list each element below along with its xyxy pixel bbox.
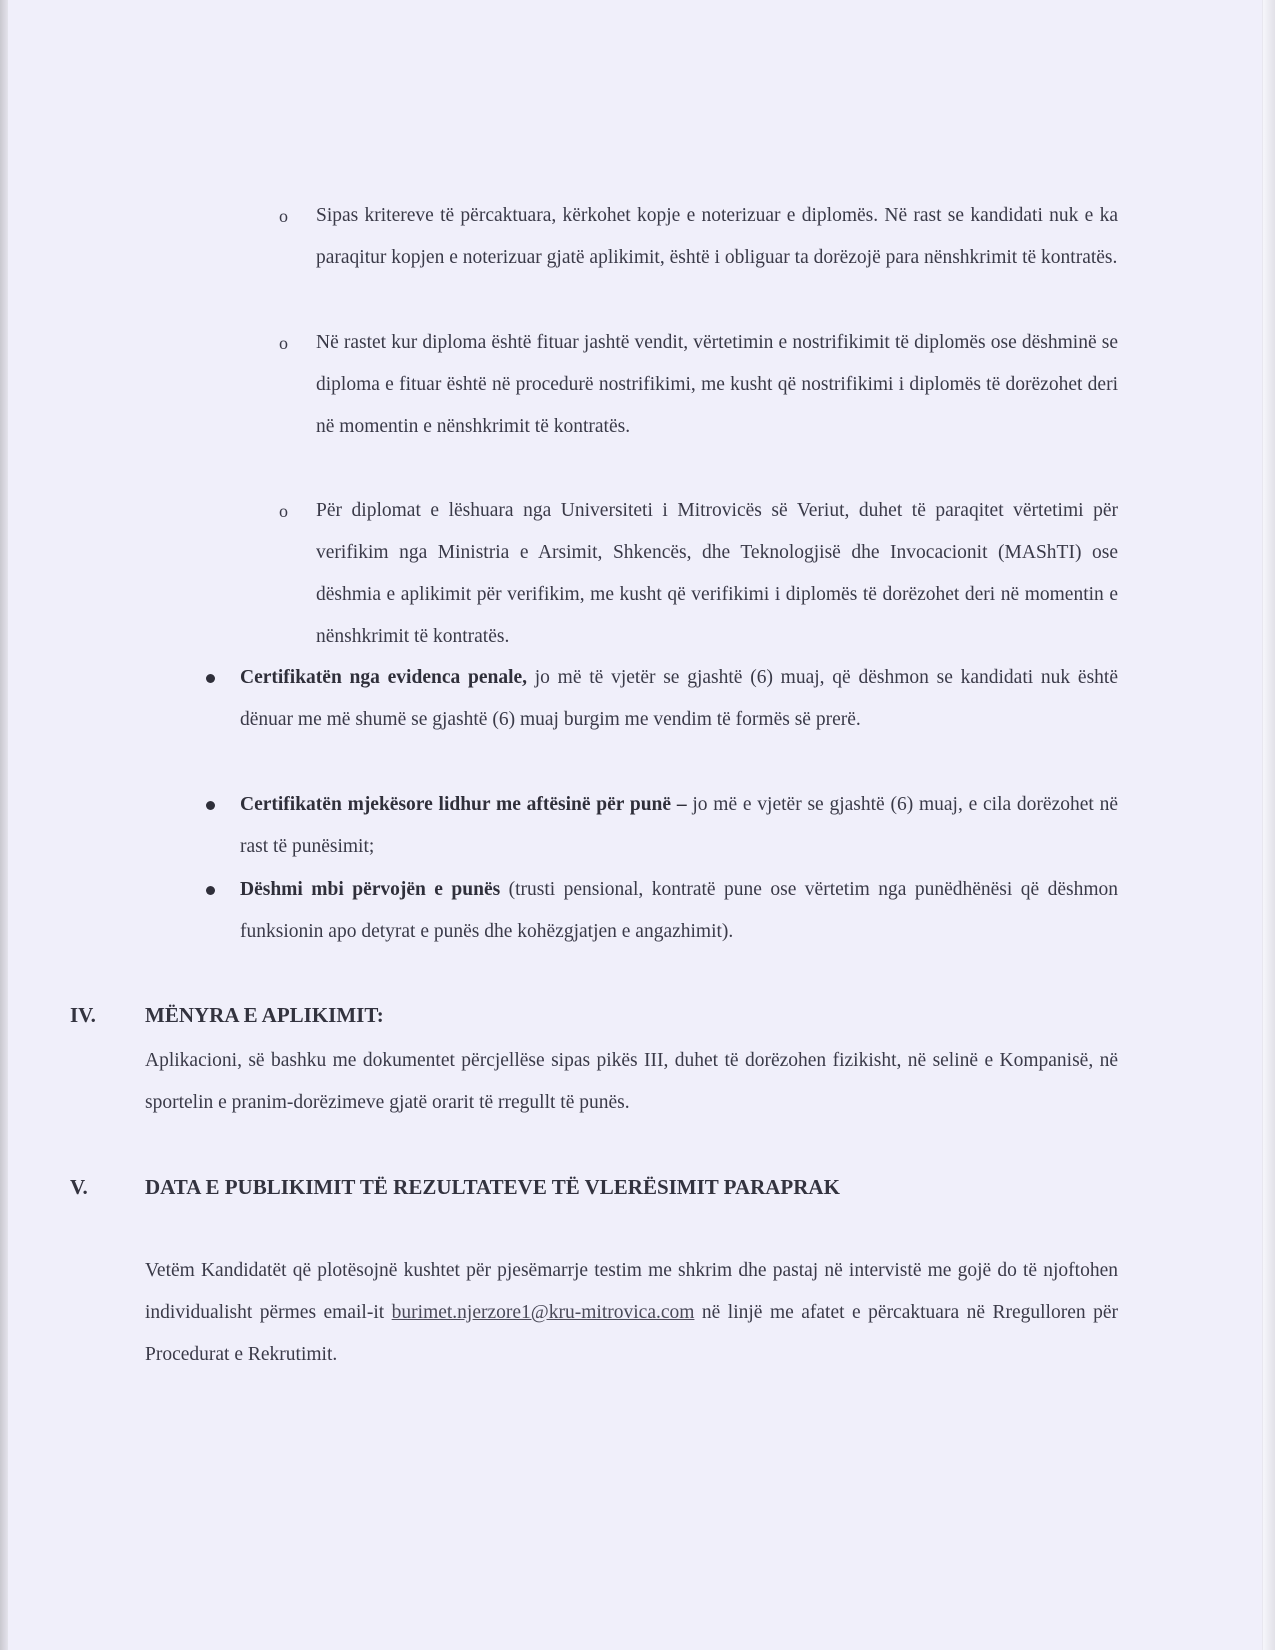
section-v-title: DATA E PUBLIKIMIT TË REZULTATEVE TË VLERËSIMIT PARAPRAK	[145, 1175, 840, 1199]
bullet-item-title: Dëshmi mbi përvojën e punës	[240, 879, 501, 900]
bullet-item-title: Certifikatën nga evidenca penale,	[240, 667, 528, 688]
section-v-number: V.	[70, 1175, 88, 1199]
sub-list-item	[279, 490, 1118, 658]
section-iv-number: IV.	[70, 1003, 96, 1027]
bullet-icon	[206, 801, 215, 810]
sub-list-item	[279, 322, 1118, 448]
section-iv-title: MËNYRA E APLIKIMIT:	[145, 1003, 384, 1027]
sub-list-item-text: Sipas kritereve të përcaktuara, kërkohet kopje e noterizuar e diplomës. Në rast se kandidati nuk e ka paraqitur kopjen e noterizuar gjatë aplikimit, është i obliguar ta dorëzojë para nënshkrimit të kontratës.	[316, 205, 1118, 268]
section-v-body-text: Vetëm Kandidatët që plotësojnë kushtet për pjesëmarrje testim me shkrim dhe pastaj në intervistë me gojë do të njoftohen individualisht përmes email-it	[145, 1260, 1118, 1323]
bullet-item-title: Certifikatën mjekësore lidhur me aftësinë për punë –	[240, 794, 687, 815]
bullet-icon	[206, 674, 215, 683]
circle-bullet-icon: o	[279, 206, 288, 226]
bullet-list-item	[240, 784, 1118, 868]
bullet-list-item	[240, 657, 1118, 741]
section-iv-body: Aplikacioni, së bashku me dokumentet përcjellëse sipas pikës III, duhet të dorëzohen fizikisht, në selinë e Kompanisë, në sportelin e pranim-dorëzimeve gjatë orarit të rregullt të punës.	[145, 1050, 1118, 1113]
email-link[interactable]: burimet.njerzore1@kru-mitrovica.com	[391, 1302, 695, 1323]
sub-list-item-text: Në rastet kur diploma është fituar jashtë vendit, vërtetimin e nostrifikimit të diplomës ose dëshminë se diploma e fituar është në procedurë nostrifikimi, me kusht që nostrifikimi i diplomës të dorëzohet deri në momentin e nënshkrimit të kontratës.	[316, 332, 1118, 437]
bullet-list-item	[240, 869, 1118, 953]
circle-bullet-icon: o	[279, 501, 288, 521]
sub-list-item-text: Për diplomat e lëshuara nga Universiteti i Mitrovicës së Veriut, duhet të paraqitet vërtetimi për verifikim nga Ministria e Arsimit, Shkencës, dhe Teknologjisë dhe Invocacionit (MAShTI) ose dëshmia e aplikimit për verifikim, me kusht që verifikimi i diplomës të dorëzohet deri në momentin e nënshkrimit të kontratës.	[316, 500, 1118, 647]
bullet-item-text: jo më të vjetër se gjashtë (6) muaj, që dëshmon se kandidati nuk është dënuar me më shumë se gjashtë (6) muaj burgim me vendim të formës së prerë.	[240, 667, 1118, 730]
bullet-item-text: (trusti pensional, kontratë pune ose vërtetim nga punëdhënësi që dëshmon funksionin apo detyrat e punës dhe kohëzgjatjen e angazhimit).	[240, 879, 1118, 942]
section-v-body-text-end: në linjë me afatet e përcaktuara në Rregulloren për Procedurat e Rekrutimit.	[145, 1302, 1118, 1365]
section-v-body	[145, 1250, 1118, 1376]
bullet-item-text: jo më e vjetër se gjashtë (6) muaj, e cila dorëzohet në rast të punësimit;	[240, 794, 1118, 857]
sub-list-item	[279, 195, 1118, 279]
bullet-icon	[206, 886, 215, 895]
circle-bullet-icon: o	[279, 333, 288, 353]
